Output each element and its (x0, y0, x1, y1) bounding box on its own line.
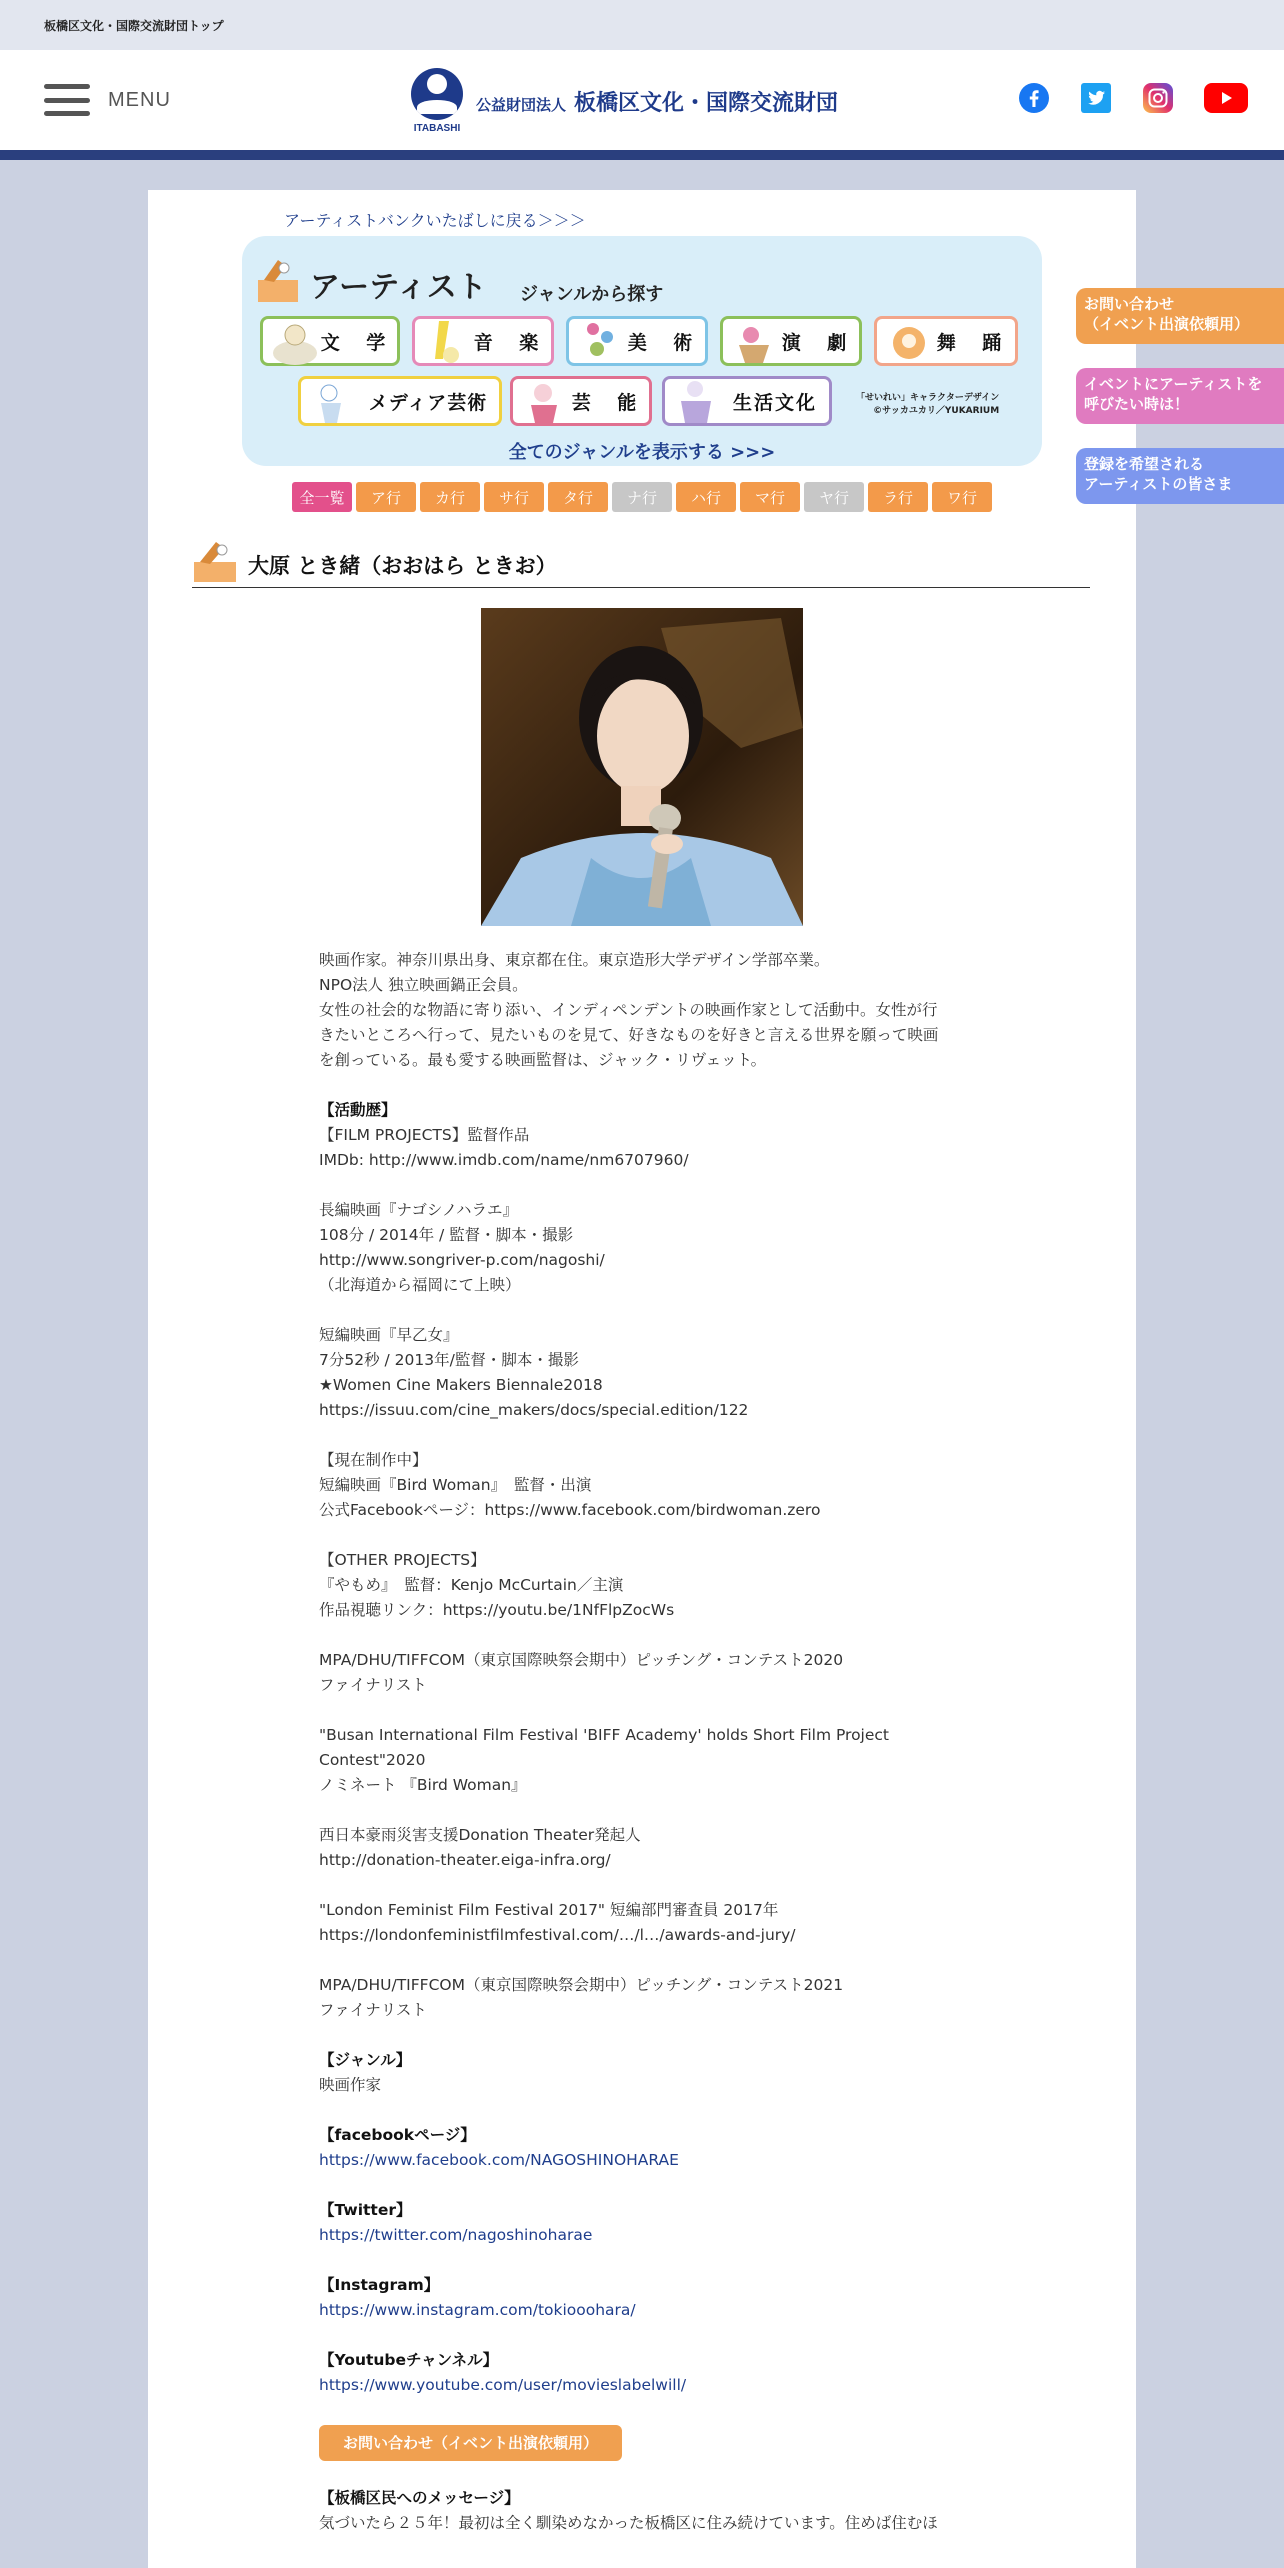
menu-label: MENU (108, 88, 171, 111)
youtube-icon[interactable] (1204, 82, 1248, 114)
side-register-button[interactable] (1076, 448, 1284, 504)
logo-caption: ITABASHI (413, 123, 461, 134)
artist-photo (481, 608, 803, 926)
genre-label: メディア芸術 (368, 391, 488, 414)
itabashi-logo-icon (410, 68, 464, 134)
foundation-home-link[interactable]: 板橋区文化・国際交流財団トップ (44, 18, 224, 33)
genre-panel-subtitle: ジャンルから探す (520, 284, 664, 305)
history-block: "London Feminist Film Festival 2017" 短編部門審査員 2017年 https://londonfeministfilmfestival.com/…/l…/awards-and-jury/ (319, 1901, 796, 1944)
credit-line-1: 「せいれい」キャラクターデザイン (856, 393, 1000, 403)
media-art-character-icon (307, 375, 359, 429)
genre-value: 映画作家 (319, 2076, 382, 2094)
kana-ta-button[interactable]: タ行 (548, 482, 608, 512)
message-heading: 【板橋区民へのメッセージ】 (319, 2489, 520, 2507)
topbar (0, 0, 1284, 50)
site-header (0, 50, 1284, 150)
genre-literature-button[interactable] (260, 316, 400, 366)
side-register-label: 登録を希望される アーティストの皆さま (1084, 455, 1233, 493)
performing-arts-character-icon (519, 375, 571, 429)
facebook-page-link[interactable]: https://www.facebook.com/NAGOSHINOHARAE (319, 2151, 679, 2169)
lifestyle-culture-character-icon (671, 375, 723, 429)
kana-ka-button[interactable]: カ行 (420, 482, 480, 512)
social-links (988, 82, 1248, 114)
genre-lifestyle-culture-button[interactable] (662, 376, 832, 426)
genre-label: 舞 踊 (936, 331, 1012, 354)
history-block: 【FILM PROJECTS】監督作品 IMDb: http://www.imdb.com/name/nm6707960/ (319, 1126, 689, 1169)
instagram-link[interactable]: https://www.instagram.com/tokiooohara/ (319, 2301, 636, 2319)
artist-profile (319, 948, 979, 2536)
genre-music-button[interactable] (412, 316, 554, 366)
org-type: 公益財団法人 (476, 95, 567, 114)
message-text: 気づいたら２５年！最初は全く馴染めなかった板橋区に住み続けています。住めば住むほ (319, 2514, 938, 2532)
site-logo[interactable] (410, 68, 838, 134)
genre-label: 音 楽 (473, 331, 549, 354)
side-invite-label: イベントにアーティストを 呼びたい時は！ (1084, 375, 1263, 413)
literature-character-icon (269, 315, 321, 369)
genre-dance-button[interactable] (874, 316, 1018, 366)
history-block: MPA/DHU/TIFFCOM（東京国際映祭会期中）ピッチング・コンテスト2020 ファイナリスト (319, 1651, 844, 1694)
menu-button[interactable] (44, 84, 171, 116)
instagram-heading: 【Instagram】 (319, 2276, 440, 2294)
dance-character-icon (883, 315, 935, 369)
history-block: 長編映画『ナゴシノハラエ』 108分 / 2014年 / 監督・脚本・撮影 http://www.songriver-p.com/nagoshi/ （北海道から福岡にて上映） (319, 1201, 605, 1294)
history-block: 【現在制作中】 短編映画『Bird Woman』 監督・出演 公式Facebookページ：https://www.facebook.com/birdwoman.zero (319, 1451, 821, 1519)
credit-line-2: ©サッカユカリ／YUKARIUM (873, 406, 1000, 416)
theater-character-icon (729, 315, 781, 369)
side-inquiry-button[interactable] (1076, 288, 1284, 344)
youtube-heading: 【Youtubeチャンネル】 (319, 2351, 499, 2369)
genre-performing-arts-button[interactable] (510, 376, 652, 426)
genre-media-art-button[interactable] (298, 376, 502, 426)
twitter-heading: 【Twitter】 (319, 2201, 412, 2219)
art-character-icon (575, 315, 627, 369)
header-divider (0, 150, 1284, 160)
history-block: 【OTHER PROJECTS】 『やもめ』 監督：Kenjo McCurtain／主演 作品視聴リンク：https://youtu.be/1NfFlpZocWs (319, 1551, 675, 1619)
kana-a-button[interactable]: ア行 (356, 482, 416, 512)
facebook-heading: 【facebookページ】 (319, 2126, 476, 2144)
history-block: "Busan International Film Festival 'BIFF Academy' holds Short Film Project Contest"2020 ノミネート 『Bird Woman』 (319, 1726, 890, 1794)
history-block: 短編映画『早乙女』 7分52秒 / 2013年/監督・脚本・撮影 ★Women Cine Makers Biennale2018 https://issuu.com/cine_makers/docs/special.edition/122 (319, 1326, 749, 1419)
kana-ya-button: ヤ行 (804, 482, 864, 512)
genre-label: 美 術 (627, 331, 703, 354)
genre-theater-button[interactable] (720, 316, 862, 366)
genre-panel-title: アーティスト (310, 270, 487, 305)
genre-search-panel (242, 236, 1042, 466)
history-block: MPA/DHU/TIFFCOM（東京国際映祭会期中）ピッチング・コンテスト2021 ファイナリスト (319, 1976, 844, 2019)
kana-na-button: ナ行 (612, 482, 672, 512)
history-heading: 【活動歴】 (319, 1101, 397, 1119)
twitter-icon[interactable] (1080, 82, 1112, 114)
back-to-artist-bank-link[interactable]: アーティストバンクいたばしに戻る＞＞＞ (284, 211, 586, 230)
side-invite-artist-button[interactable] (1076, 368, 1284, 424)
character-credit (856, 392, 999, 418)
genre-label: 演 劇 (781, 331, 857, 354)
genre-heading: 【ジャンル】 (319, 2051, 412, 2069)
character-icon (192, 540, 238, 584)
inquiry-button[interactable]: お問い合わせ（イベント出演依頼用） (319, 2425, 622, 2461)
character-icon (256, 256, 300, 304)
org-name: 板橋区文化・国際交流財団 (574, 90, 839, 116)
kana-ma-button[interactable]: マ行 (740, 482, 800, 512)
twitter-link[interactable]: https://twitter.com/nagoshinoharae (319, 2226, 593, 2244)
genre-label: 芸 能 (571, 391, 647, 414)
kana-ha-button[interactable]: ハ行 (676, 482, 736, 512)
genre-label: 文 学 (320, 331, 396, 354)
genre-label: 生活文化 (732, 391, 817, 414)
youtube-channel-link[interactable]: https://www.youtube.com/user/movieslabelwill/ (319, 2376, 687, 2394)
hamburger-icon (44, 84, 90, 116)
kana-sa-button[interactable]: サ行 (484, 482, 544, 512)
show-all-genres-link[interactable]: 全てのジャンルを表示する >>> (508, 442, 776, 463)
instagram-icon[interactable] (1142, 82, 1174, 114)
artist-heading (192, 540, 1090, 588)
history-block: 西日本豪雨災害支援Donation Theater発起人 http://donation-theater.eiga-infra.org/ (319, 1826, 641, 1869)
kana-ra-button[interactable]: ラ行 (868, 482, 928, 512)
kana-wa-button[interactable]: ワ行 (932, 482, 992, 512)
music-character-icon (421, 315, 473, 369)
artist-intro: 映画作家。神奈川県出身、東京都在住。東京造形大学デザイン学部卒業。 NPO法人 独立映画鍋正会員。 女性の社会的な物語に寄り添い、インディペンデントの映画作家として活動中。女性が行 きたいところへ行って、見たいものを見て、好きなものを好きと言える世界を願って映画 を創っている。最も愛する映画監督は、ジャック・リヴェット。 (319, 951, 939, 1069)
artist-name: 大原 とき緒（おおはら ときお） (248, 554, 557, 578)
content-card (148, 190, 1136, 2568)
kana-index-row (292, 482, 996, 512)
side-inquiry-label: お問い合わせ （イベント出演依頼用） (1084, 295, 1250, 333)
genre-art-button[interactable] (566, 316, 708, 366)
facebook-icon[interactable] (1018, 82, 1050, 114)
kana-all-button[interactable]: 全一覧 (292, 482, 352, 512)
